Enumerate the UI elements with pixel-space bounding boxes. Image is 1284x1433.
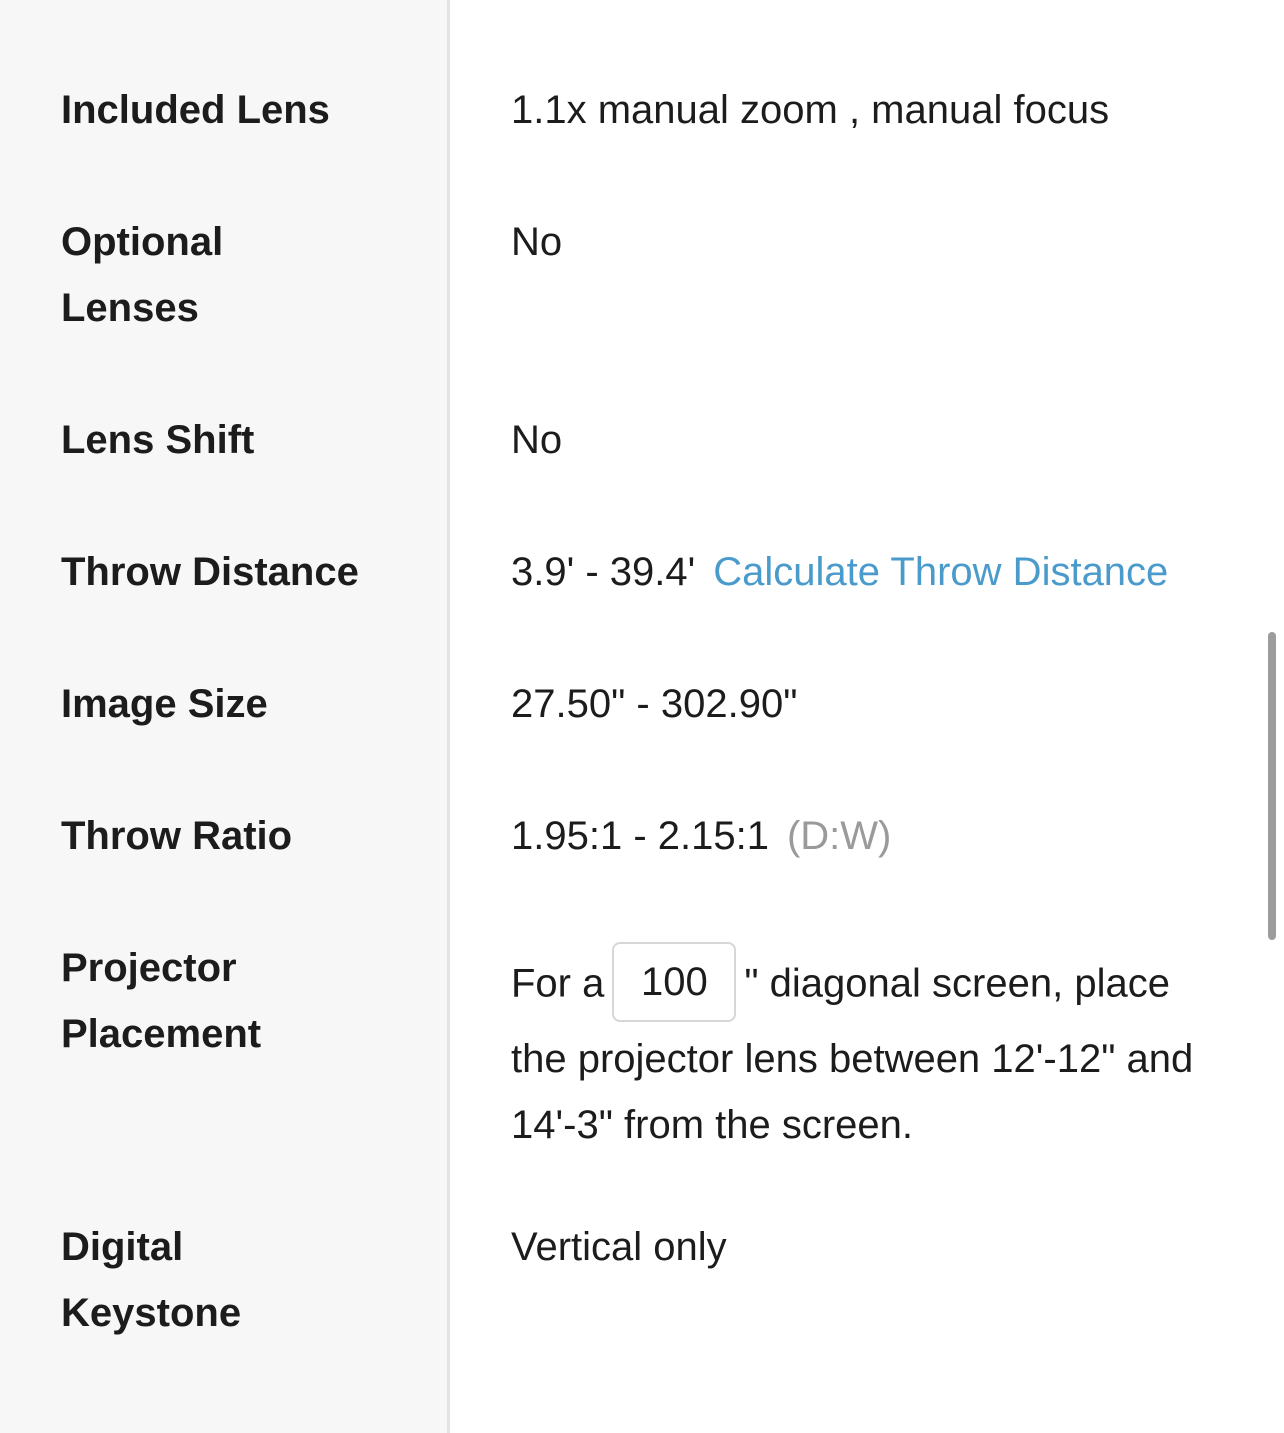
throw-ratio-range: 1.95:1 - 2.15:1 bbox=[511, 814, 769, 858]
spec-value-included-lens: 1.1x manual zoom , manual focus bbox=[511, 88, 1110, 132]
spec-value-optional-lenses: No bbox=[511, 220, 563, 264]
placement-prefix: For a bbox=[511, 961, 605, 1006]
calculate-throw-distance-link[interactable]: Calculate Throw Distance bbox=[713, 550, 1169, 594]
screen-diagonal-input[interactable] bbox=[612, 942, 736, 1022]
placement-suffix: " diagonal screen, place the projector lens between 12'-12" and 14'-3" from the screen. bbox=[511, 961, 1194, 1147]
spec-label-projector-placement: Projector Placement bbox=[61, 946, 262, 1056]
spec-value-digital-keystone: Vertical only bbox=[511, 1225, 727, 1269]
spec-label-optional-lenses: Optional Lenses bbox=[61, 220, 224, 330]
spec-value-lens-shift: No bbox=[511, 418, 563, 462]
spec-value-throw-ratio bbox=[511, 803, 1241, 869]
spec-value-throw-distance bbox=[511, 539, 1241, 605]
spec-label-throw-ratio: Throw Ratio bbox=[61, 814, 293, 858]
spec-value-projector-placement bbox=[511, 946, 1231, 1158]
spec-label-digital-keystone: Digital Keystone bbox=[61, 1225, 242, 1335]
spec-label-included-lens: Included Lens bbox=[61, 88, 330, 132]
spec-label-image-size: Image Size bbox=[61, 682, 268, 726]
throw-distance-range: 3.9' - 39.4' bbox=[511, 550, 696, 594]
scrollbar-thumb[interactable] bbox=[1268, 632, 1276, 940]
spec-label-throw-distance: Throw Distance bbox=[61, 550, 359, 594]
throw-ratio-note: (D:W) bbox=[786, 814, 892, 858]
spec-value-image-size: 27.50" - 302.90" bbox=[511, 682, 798, 726]
spec-label-lens-shift: Lens Shift bbox=[61, 418, 255, 462]
